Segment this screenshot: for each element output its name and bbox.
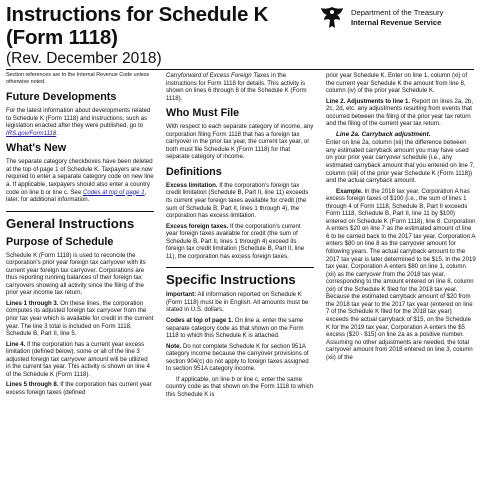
- important-head: Important:: [166, 291, 197, 299]
- lines-1-3-paragraph: [6, 300, 154, 338]
- column-1: [6, 72, 154, 480]
- line-2-text: Report on lines 2a, 2b, 2c, 2d, etc. any adjustments resulting from events that occurred between the filing of the prior year tax return and the filing of the current year tax return.: [326, 97, 474, 128]
- whats-new-paragraph: [6, 158, 154, 203]
- purpose-paragraph: Schedule K (Form 1118) is used to reconcile the corporation's prior year foreign tax carryover with its current year foreign tax carryover. Corporations are thus reporting running balances of their foreign tax carryovers showing all activity since the filing of the prior year income tax return.: [6, 251, 146, 297]
- title-line-1: Instructions for Schedule K: [6, 3, 269, 26]
- important-paragraph: [166, 291, 314, 314]
- header-divider: [6, 69, 474, 70]
- applicable-paragraph: If applicable, on line b or line c, enter the same country code as that shown on the Form 1118 to which this Schedule K is: [166, 375, 314, 398]
- codes-paragraph: [166, 317, 314, 340]
- intro-note: Section references are to the Internal Revenue Code unless otherwise noted.: [6, 72, 150, 85]
- title-line-2: (Form 1118): [6, 26, 118, 49]
- form1118-link[interactable]: IRS.gov/Form1118: [6, 129, 57, 137]
- example-paragraph: [326, 188, 476, 362]
- example-text: In the 2018 tax year, Corporation A has excess foreign taxes of $100 (i.e., the sum of lines 1 through 4 of Form 1118, Schedule B, Part II exceeds Form 1118, Schedule B, Part II, line 11 by $100) entered on Schedule K (Form 1118), line 8. Corporation A enters $20 on line 7 as the estimated amount of line 6 to be carried back to the 2017 tax year. Corporation A enters $80 on line 8 as the carryover amount for following years. The actual carryback amount to the 2017 tax year is later determined to be $15. In the 2019 tax year, Corporation A enters $80 on line 1, column (xii) as the carryover from the 2018 tax year, corresponding to the amount entered on line 8, column (xii) of the Schedule K filed for the 2018 tax year. Because the estimated carryback amount of $20 from the 2018 tax year to the 2017 tax year (entered on line 7 of the Schedule K filed for the 2018 tax year) exceeds the actual carryback of $15, on the Schedule K for the 2019 tax year, Corporation A enters the $5 excess ($20 - $15) on line 2a as a positive number. Assuming no other adjustments are needed, the total carryover amount from 2018 entered on line 3, column (xii) of the: [326, 187, 476, 361]
- note-paragraph: [166, 343, 314, 373]
- note-text: Do not complete Schedule K for section 951A category income because the carryover provisions of section 904(c) do not apply to foreign taxes assigned to section 951A category income.: [166, 342, 309, 373]
- prior-year-paragraph: prior year Schedule K. Enter on line 1, column (xi) of the current year Schedule K the amount from line 8, column (iv) of the prior year Schedule K.: [326, 72, 468, 95]
- carryforward-paragraph: [166, 72, 314, 102]
- treasury-block: [318, 4, 468, 36]
- excess-limitation-paragraph: [166, 182, 314, 220]
- future-paragraph: For the latest information about developments related to Schedule K (Form 1118) and instructions, such as legislation enacted after they were published, go to IRS.gov/Form1118.: [6, 107, 151, 137]
- future-text: For the latest information about developments related to Schedule K (Form 1118) and instructions, such as legislation enacted after they were published, go to: [6, 107, 151, 130]
- carryforward-italic: Carryforward of Excess Foreign Taxes: [166, 72, 270, 79]
- carryforward-text: in the instructions for Form 1118 for details. This activity is shown on lines 6 through 8 of the Schedule K (Form 1118).: [166, 72, 307, 102]
- important-text: All information reported on Schedule K (Form 1118) must be in English. All amounts must be stated in U.S. dollars.: [166, 291, 309, 314]
- lines-5-8-head: Lines 5 through 8.: [6, 381, 59, 389]
- note-head: Note.: [166, 342, 182, 350]
- line-2a-paragraph: Enter on line 2a, column (xii) the difference between any estimated carryback amount you may have used on your prior year carryover schedule (i.e., any estimated carryback amount that you entered on line 7, column (xiii) of the prior year Schedule K (Form 1118)) and the actual carryback amount.: [326, 139, 475, 185]
- revision-date: (Rev. December 2018): [6, 50, 162, 67]
- irs-eagle-logo-icon: [318, 4, 346, 32]
- excess-taxes-head: Excess foreign taxes.: [166, 222, 229, 230]
- codes-text: On line a, enter the same separate category code as that shown on the Form 1118 to which this Schedule K is attached.: [166, 317, 304, 340]
- codes-link[interactable]: Codes at top of page 1: [82, 188, 145, 196]
- excess-taxes-paragraph: [166, 223, 314, 261]
- column-2: [166, 72, 314, 480]
- heading-who-must-file: Who Must File: [166, 107, 240, 120]
- heading-specific-instructions: Specific Instructions: [166, 267, 314, 287]
- line-2a-head: Line 2a. Carryback adjustment.: [336, 130, 431, 138]
- heading-purpose: Purpose of Schedule: [6, 235, 114, 248]
- who-paragraph: With respect to each separate category of income, any corporation filing Form 1118 that has a foreign tax carryover in the prior tax year, the current tax year, or both must file Schedule K (Form 1118) for that separate category of income.: [166, 123, 314, 161]
- column-3: [326, 72, 476, 480]
- line-4-text: If the corporation has a current year excess limitation (defined below), some or all of the line 3 adjusted foreign tax carryover amount will be utilized in the current tax year. This activity is shown on line 4 of the Schedule K (Form 1118).: [6, 340, 150, 378]
- agency-name: Internal Revenue Service: [351, 17, 442, 27]
- heading-future-developments: Future Developments: [6, 91, 117, 104]
- department-name: Department of the Treasury: [351, 8, 444, 17]
- excess-taxes-text: If the corporation's current year foreign taxes available for credit (the sum of Schedule B, Part II, lines 1 through 4) exceed its foreign tax credit limitation (Schedule B, Part II, line 11), the corporation has excess foreign taxes.: [166, 222, 305, 260]
- line-2-head: Line 2. Adjustments to line 1.: [326, 97, 411, 105]
- line-4-head: Line 4.: [6, 340, 26, 348]
- excess-limitation-head: Excess limitation.: [166, 181, 218, 189]
- example-head: Example.: [336, 187, 363, 195]
- codes-head: Codes at top of page 1.: [166, 317, 234, 325]
- excess-limitation-text: If the corporation's foreign tax credit limitation (Schedule B, Part II, line 11) exceeds its current year foreign taxes available for credit (the sum of Schedule B, Part II, lines 1 through 4), the corporation has excess limitation.: [166, 181, 309, 220]
- line-2-paragraph: [326, 98, 476, 128]
- heading-general-instructions: General Instructions: [6, 211, 154, 231]
- lines-1-3-text: On these lines, the corporation computes its adjusted foreign tax carryover from the prior tax year which is available for credit in the current year. The line 3 total is included on Form 1118, Schedule B, Part II, line 5.: [6, 299, 154, 338]
- whats-new-text: The separate category checkboxes have been deleted at the top of page 1 of Schedule K. Taxpayers are now required to enter a separate category code on new line a. If applicable, taxpayers should also enter a country code on line b or line c. See: [6, 158, 154, 196]
- lines-1-3-head: Lines 1 through 3.: [6, 299, 59, 307]
- lines-5-8-paragraph: [6, 381, 154, 396]
- line-4-paragraph: [6, 341, 154, 379]
- heading-whats-new: What's New: [6, 142, 67, 155]
- lines-5-8-text: If the corporation has current year excess foreign taxes (defined: [6, 381, 152, 396]
- document-title: [6, 3, 306, 49]
- whats-new-text-2: , later, for additional information.: [6, 188, 147, 204]
- heading-definitions: Definitions: [166, 165, 222, 178]
